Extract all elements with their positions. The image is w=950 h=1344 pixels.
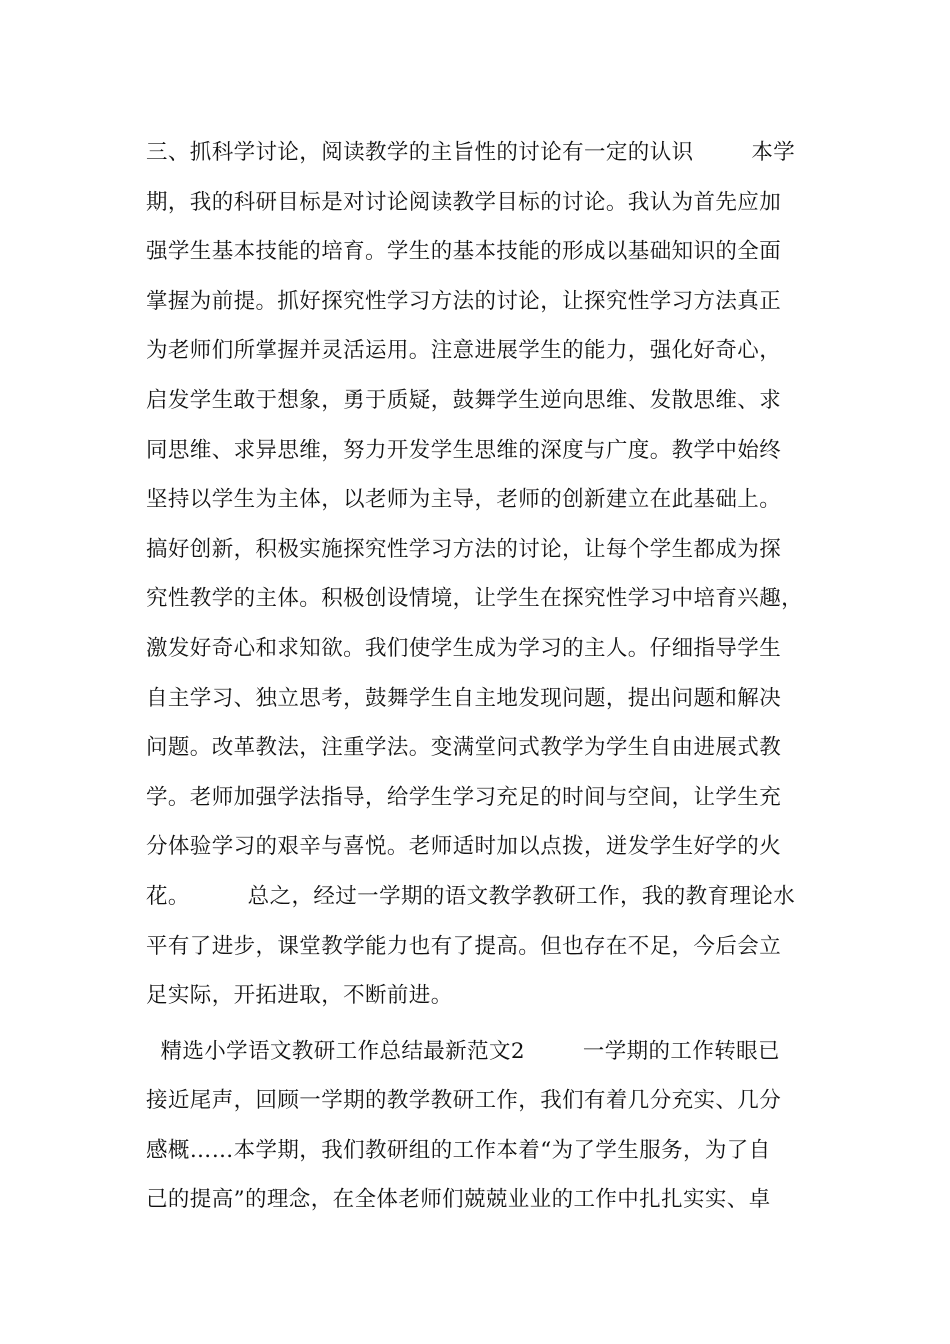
text-line: 启发学生敢于想象，勇于质疑，鼓舞学生逆向思维、发散思维、求	[146, 387, 782, 413]
text-line: 强学生基本技能的培育。学生的基本技能的形成以基础知识的全面	[146, 239, 782, 265]
text-line: 分体验学习的艰辛与喜悦。老师适时加以点拨，迸发学生好学的火	[146, 834, 782, 860]
text-line: 掌握为前提。抓好探究性学习方法的讨论，让探究性学习方法真正	[146, 288, 782, 314]
paragraph-1	[146, 128, 836, 1021]
text-line: 足实际，开拓进取，不断前进。	[146, 983, 453, 1009]
text-line: 激发好奇心和求知欲。我们使学生成为学习的主人。仔细指导学生	[146, 635, 782, 661]
text-line: 坚持以学生为主体，以老师为主导，老师的创新建立在此基础上。	[146, 487, 782, 513]
text-line: 三、抓科学讨论，阅读教学的主旨性的讨论有一定的认识 本学	[146, 140, 796, 165]
text-line: 为老师们所掌握并灵活运用。注意进展学生的能力，强化好奇心，	[146, 338, 782, 364]
text-line: 自主学习、独立思考，鼓舞学生自主地发现问题，提出问题和解决	[146, 685, 782, 711]
text-line: 学。老师加强学法指导，给学生学习充足的时间与空间，让学生充	[146, 784, 782, 810]
text-line: 己的提高”的理念，在全体老师们兢兢业业的工作中扎扎实实、卓	[146, 1187, 771, 1213]
text-line: 期，我的科研目标是对讨论阅读教学目标的讨论。我认为首先应加	[146, 189, 782, 215]
text-line: 究性教学的主体。积极创设情境，让学生在探究性学习中培育兴趣，	[146, 586, 804, 612]
text-line: 精选小学语文教研工作总结最新范文2 一学期的工作转眼已	[146, 1038, 780, 1064]
text-line: 问题。改革教法，注重学法。变满堂问式教学为学生自由进展式教	[146, 735, 782, 761]
text-line: 接近尾声，回顾一学期的教学教研工作，我们有着几分充实、几分	[146, 1088, 782, 1114]
text-line: 搞好创新，积极实施探究性学习方法的讨论，让每个学生都成为探	[146, 536, 782, 562]
text-line: 同思维、求异思维，努力开发学生思维的深度与广度。教学中始终	[146, 437, 782, 463]
paragraph-2	[146, 1027, 836, 1225]
text-line: 花。 总之，经过一学期的语文教学教研工作，我的教育理论水	[146, 883, 796, 909]
document-body	[146, 128, 836, 1225]
text-line: 平有了进步，课堂教学能力也有了提高。但也存在不足，今后会立	[146, 933, 782, 959]
text-line: 感概……本学期，我们教研组的工作本着“为了学生服务，为了自	[146, 1137, 771, 1163]
